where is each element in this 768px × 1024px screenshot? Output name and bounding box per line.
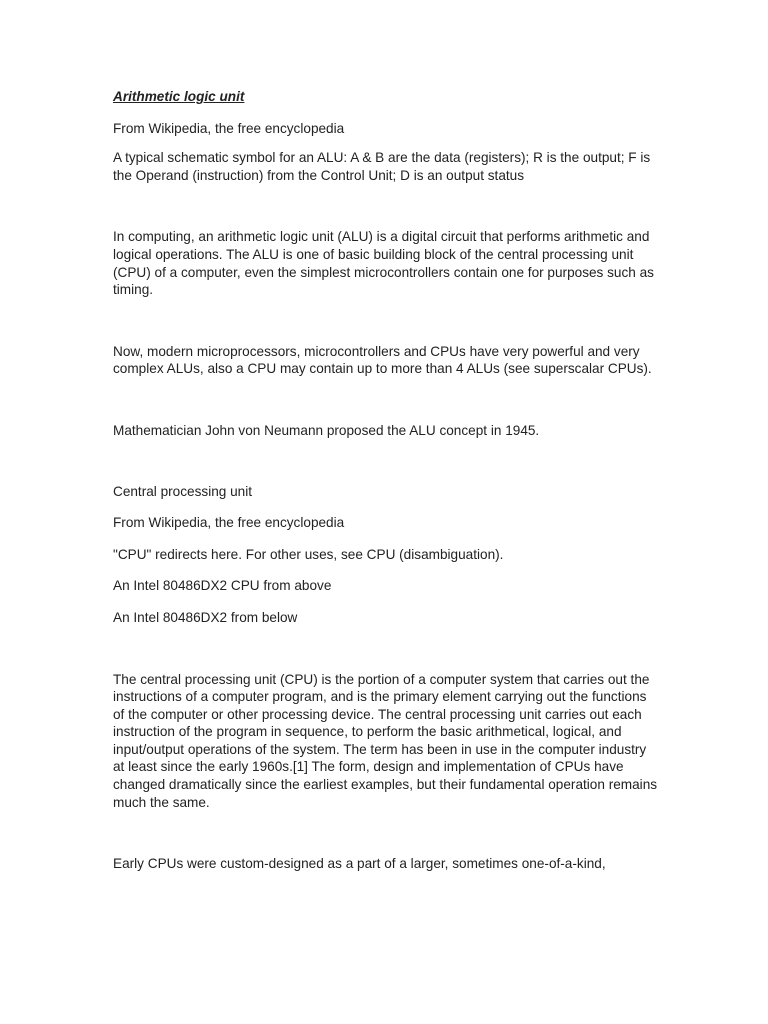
- cpu-image-caption-below: An Intel 80486DX2 from below: [113, 609, 298, 625]
- alu-paragraph-2: Now, modern microprocessors, microcontrollers and CPUs have very powerful and very complex ALUs, also a CPU may contain up to more than 4 ALUs (see superscalar CPUs).: [113, 343, 652, 377]
- document-page: [113, 88, 658, 873]
- alu-image-caption: A typical schematic symbol for an ALU: A & B are the data (registers); R is the output; F is the Operand (instruction) from the Control Unit; D is an output status: [113, 150, 651, 183]
- alu-paragraph-3: Mathematician John von Neumann proposed the ALU concept in 1945.: [113, 422, 540, 438]
- cpu-paragraph-1: The central processing unit (CPU) is the portion of a computer system that carries out the instructions of a computer program, and is the primary element carrying out the functions of the computer or other processing device. The central processing unit carries out each instruction of the program in sequence, to perform the basic arithmetical, logical, and input/output operations of the system. The term has been in use in the computer industry at least since the early 1960s.[1] The form, design and implementation of CPUs have changed dramatically since the earliest examples, but their fundamental operation remains much the same.: [113, 671, 658, 810]
- cpu-paragraph-2: Early CPUs were custom-designed as a part of a larger, sometimes one-of-a-kind,: [113, 856, 606, 872]
- source-line: From Wikipedia, the free encyclopedia: [113, 120, 345, 136]
- cpu-heading: Central processing unit: [113, 483, 253, 499]
- alu-paragraph-1: In computing, an arithmetic logic unit (ALU) is a digital circuit that performs arithmetic and logical operations. The ALU is one of basic building block of the central processing unit (CPU) of a computer, even the simplest microcontrollers contain one for purposes such as timing.: [113, 229, 654, 298]
- redirect-note: "CPU" redirects here. For other uses, see CPU (disambiguation).: [113, 546, 504, 562]
- source-line-cpu: From Wikipedia, the free encyclopedia: [113, 515, 345, 531]
- document-title: Arithmetic logic unit: [113, 89, 245, 104]
- cpu-image-caption-above: An Intel 80486DX2 CPU from above: [113, 578, 332, 594]
